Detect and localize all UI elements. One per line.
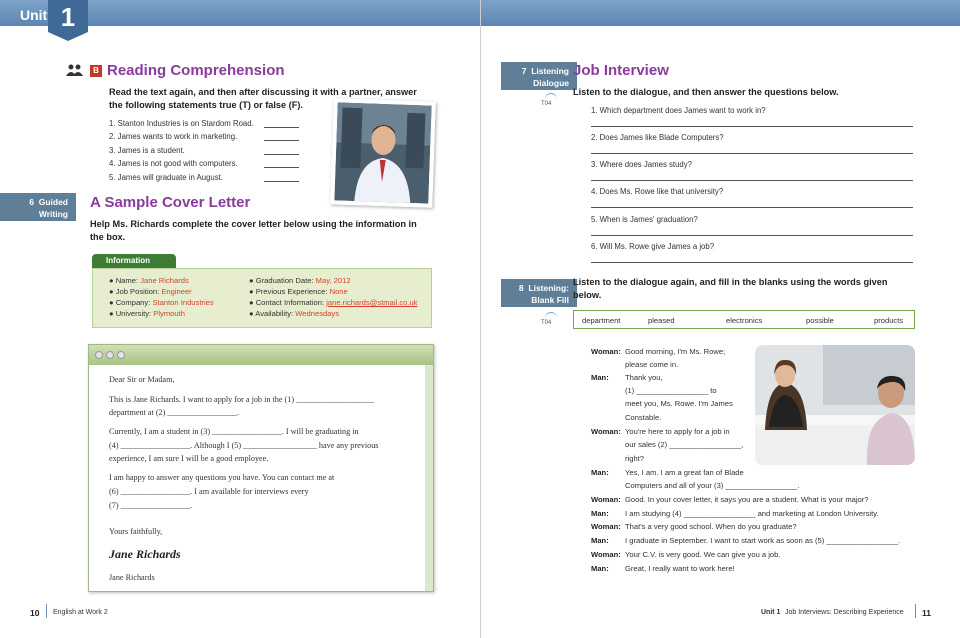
dialogue-line: Constable. <box>625 413 662 422</box>
question: 5. When is James' graduation? <box>591 215 698 224</box>
window-button[interactable] <box>117 351 125 359</box>
answer-line[interactable] <box>591 235 913 236</box>
word-bank <box>573 310 915 329</box>
tab-label: Writing <box>38 209 68 219</box>
unit-number: 1 <box>60 2 76 32</box>
cover-letter-window <box>88 344 434 592</box>
tab-number: 6 <box>29 197 34 207</box>
statement: 4. James is not good with computers. <box>109 159 238 168</box>
question: 2. Does James like Blade Computers? <box>591 133 724 142</box>
statement: 5. James will graduate in August. <box>109 173 223 182</box>
word-bank-item: pleased <box>648 316 675 325</box>
dialogue-speaker: Woman: <box>591 522 621 531</box>
dialogue-line: please come in. <box>625 360 679 369</box>
statement: 3. James is a student. <box>109 146 185 155</box>
blank-fill-tab <box>501 279 577 307</box>
question: 4. Does Ms. Rowe like that university? <box>591 187 724 196</box>
dialogue-line: Your C.V. is very good. We can give you a job. <box>625 550 781 559</box>
dialogue-speaker: Man: <box>591 564 609 573</box>
window-scrollbar[interactable] <box>425 365 433 591</box>
dialogue-line: I graduate in September. I want to start work as soon as (5) _________________. <box>625 536 901 545</box>
dialogue-speaker: Woman: <box>591 550 621 559</box>
dialogue-line: Good morning, I'm Ms. Rowe; <box>625 347 726 356</box>
page-number: 10 <box>30 608 40 618</box>
track-number: T04 <box>541 101 552 107</box>
dialogue-speaker: Woman: <box>591 427 621 436</box>
word-bank-item: possible <box>806 316 834 325</box>
man-photo <box>330 98 436 207</box>
blank-fill-instructions: Listen to the dialogue again, and fill in the blanks using the words given below. <box>573 277 888 300</box>
guided-writing-tab <box>0 193 76 221</box>
dialogue-speaker: Man: <box>591 468 609 477</box>
question: 6. Will Ms. Rowe give James a job? <box>591 242 715 251</box>
tab-label: Listening: <box>528 283 569 293</box>
interview-photo <box>755 345 915 465</box>
answer-blank[interactable] <box>264 181 299 182</box>
info-experience: ● Previous Experience: None <box>249 287 348 296</box>
answer-blank[interactable] <box>264 127 299 128</box>
dialogue-speaker: Man: <box>591 509 609 518</box>
letter-line: I am happy to answer any questions you have. You can contact me at <box>109 473 335 482</box>
audio-icon[interactable] <box>545 312 557 319</box>
printed-name: Jane Richards <box>109 573 155 582</box>
letter-line: (4) _________________. Although I (5) __________________ have any previous <box>109 441 379 450</box>
right-page <box>480 0 960 638</box>
word-bank-item: products <box>874 316 904 325</box>
tab-number: 7 <box>521 66 527 76</box>
letter-salutation: Dear Sir or Madam, <box>109 375 175 384</box>
dialogue-speaker: Man: <box>591 373 609 382</box>
letter-line: Currently, I am a student in (3) _________________. I will be graduating in <box>109 427 359 436</box>
dialogue-line: Great, I really want to work here! <box>625 564 735 573</box>
signature: Jane Richards <box>109 547 181 561</box>
unit-label: Unit <box>20 7 48 23</box>
letter-line: (7) _________________. <box>109 501 193 510</box>
answer-line[interactable] <box>591 207 913 208</box>
letter-line: (6) _________________. I am available for interviews every <box>109 487 309 496</box>
info-box <box>92 268 432 328</box>
footer-unit: Unit 1 <box>761 609 781 616</box>
statement: 1. Stanton Industries is on Stardom Road. <box>109 119 254 128</box>
dialogue-line: our sales (2) _________________, <box>625 440 744 449</box>
page-number: 11 <box>922 608 931 618</box>
dialogue-line: Computers and all of your (3) _________________. <box>625 481 800 490</box>
window-button[interactable] <box>106 351 114 359</box>
dialogue-line: You're here to apply for a job in <box>625 427 730 436</box>
dialogue-line: Thank you, <box>625 373 663 382</box>
reading-title: Reading Comprehension <box>107 62 285 79</box>
question: 1. Which department does James want to work in? <box>591 106 766 115</box>
info-position: ● Job Position: Engineer <box>109 287 192 296</box>
writing-title: A Sample Cover Letter <box>90 194 251 211</box>
answer-line[interactable] <box>591 180 913 181</box>
answer-line[interactable] <box>591 153 913 154</box>
header-bar <box>481 0 960 26</box>
footer-chapter: Job Interviews: Describing Experience <box>785 609 904 616</box>
info-name: ● Name: Jane Richards <box>109 276 189 285</box>
footer-divider <box>46 604 47 618</box>
answer-blank[interactable] <box>264 140 299 141</box>
pair-work-icon <box>66 64 84 76</box>
dialogue-line: Yes, I am. I am a great fan of Blade <box>625 468 744 477</box>
letter-line: experience, I am sure I will be a good employee. <box>109 454 269 463</box>
dialogue-line: meet you, Ms. Rowe. I'm James <box>625 399 733 408</box>
letter-line: This is Jane Richards. I want to apply for a job in the (1) ___________________ <box>109 395 374 404</box>
dialogue-speaker: Woman: <box>591 495 621 504</box>
audio-icon[interactable] <box>545 93 557 100</box>
info-company: ● Company: Stanton Industries <box>109 298 214 307</box>
listening-instructions: Listen to the dialogue, and then answer the questions below. <box>573 87 839 97</box>
answer-line[interactable] <box>591 126 913 127</box>
dialogue-line: That's a very good school. When do you graduate? <box>625 522 797 531</box>
answer-blank[interactable] <box>264 167 299 168</box>
info-contact: ● Contact Information: jane.richards@stmail.co.uk <box>249 298 418 307</box>
question: 3. Where does James study? <box>591 160 692 169</box>
word-bank-item: electronics <box>726 316 763 325</box>
dialogue-line: Good. In your cover letter, it says you are a student. What is your major? <box>625 495 869 504</box>
dialogue-speaker: Man: <box>591 536 609 545</box>
info-availability: ● Availability: Wednesdays <box>249 309 340 318</box>
tab-label: Dialogue <box>533 78 569 88</box>
window-button[interactable] <box>95 351 103 359</box>
book-title: English at Work 2 <box>53 609 108 616</box>
answer-line[interactable] <box>591 262 913 263</box>
listening-dialogue-tab <box>501 62 577 90</box>
statement: 2. James wants to work in marketing. <box>109 132 238 141</box>
tab-label: Guided <box>38 197 68 207</box>
track-number: T04 <box>541 320 552 326</box>
word-bank-item: department <box>582 316 621 325</box>
writing-instructions: Help Ms. Richards complete the cover letter below using the information in the box. <box>90 219 417 242</box>
contact-email-link[interactable]: jane.richards@stmail.co.uk <box>326 298 418 307</box>
info-graduation: ● Graduation Date: May, 2012 <box>249 276 351 285</box>
window-titlebar <box>89 345 433 365</box>
dialogue-speaker: Woman: <box>591 347 621 356</box>
reading-instructions: Read the text again, and then after discussing it with a partner, answer the following statements true (T) or false (F). <box>109 87 417 110</box>
answer-blank[interactable] <box>264 154 299 155</box>
info-university: ● University: Plymouth <box>109 309 185 318</box>
footer-divider <box>915 604 916 618</box>
info-header: Information <box>92 254 176 268</box>
dialogue-line: right? <box>625 454 644 463</box>
dialogue-line: (1) _________________ to <box>625 386 717 395</box>
letter-line: department at (2) _________________. <box>109 408 240 417</box>
tab-label: Listening <box>531 66 569 76</box>
section-badge: B <box>90 65 102 77</box>
tab-number: 8 <box>518 283 524 293</box>
tab-label: Blank Fill <box>531 295 569 305</box>
dialogue-line: I am studying (4) _________________ and marketing at London University. <box>625 509 879 518</box>
letter-closing: Yours faithfully, <box>109 527 163 536</box>
listening-title: Job Interview <box>573 62 669 79</box>
